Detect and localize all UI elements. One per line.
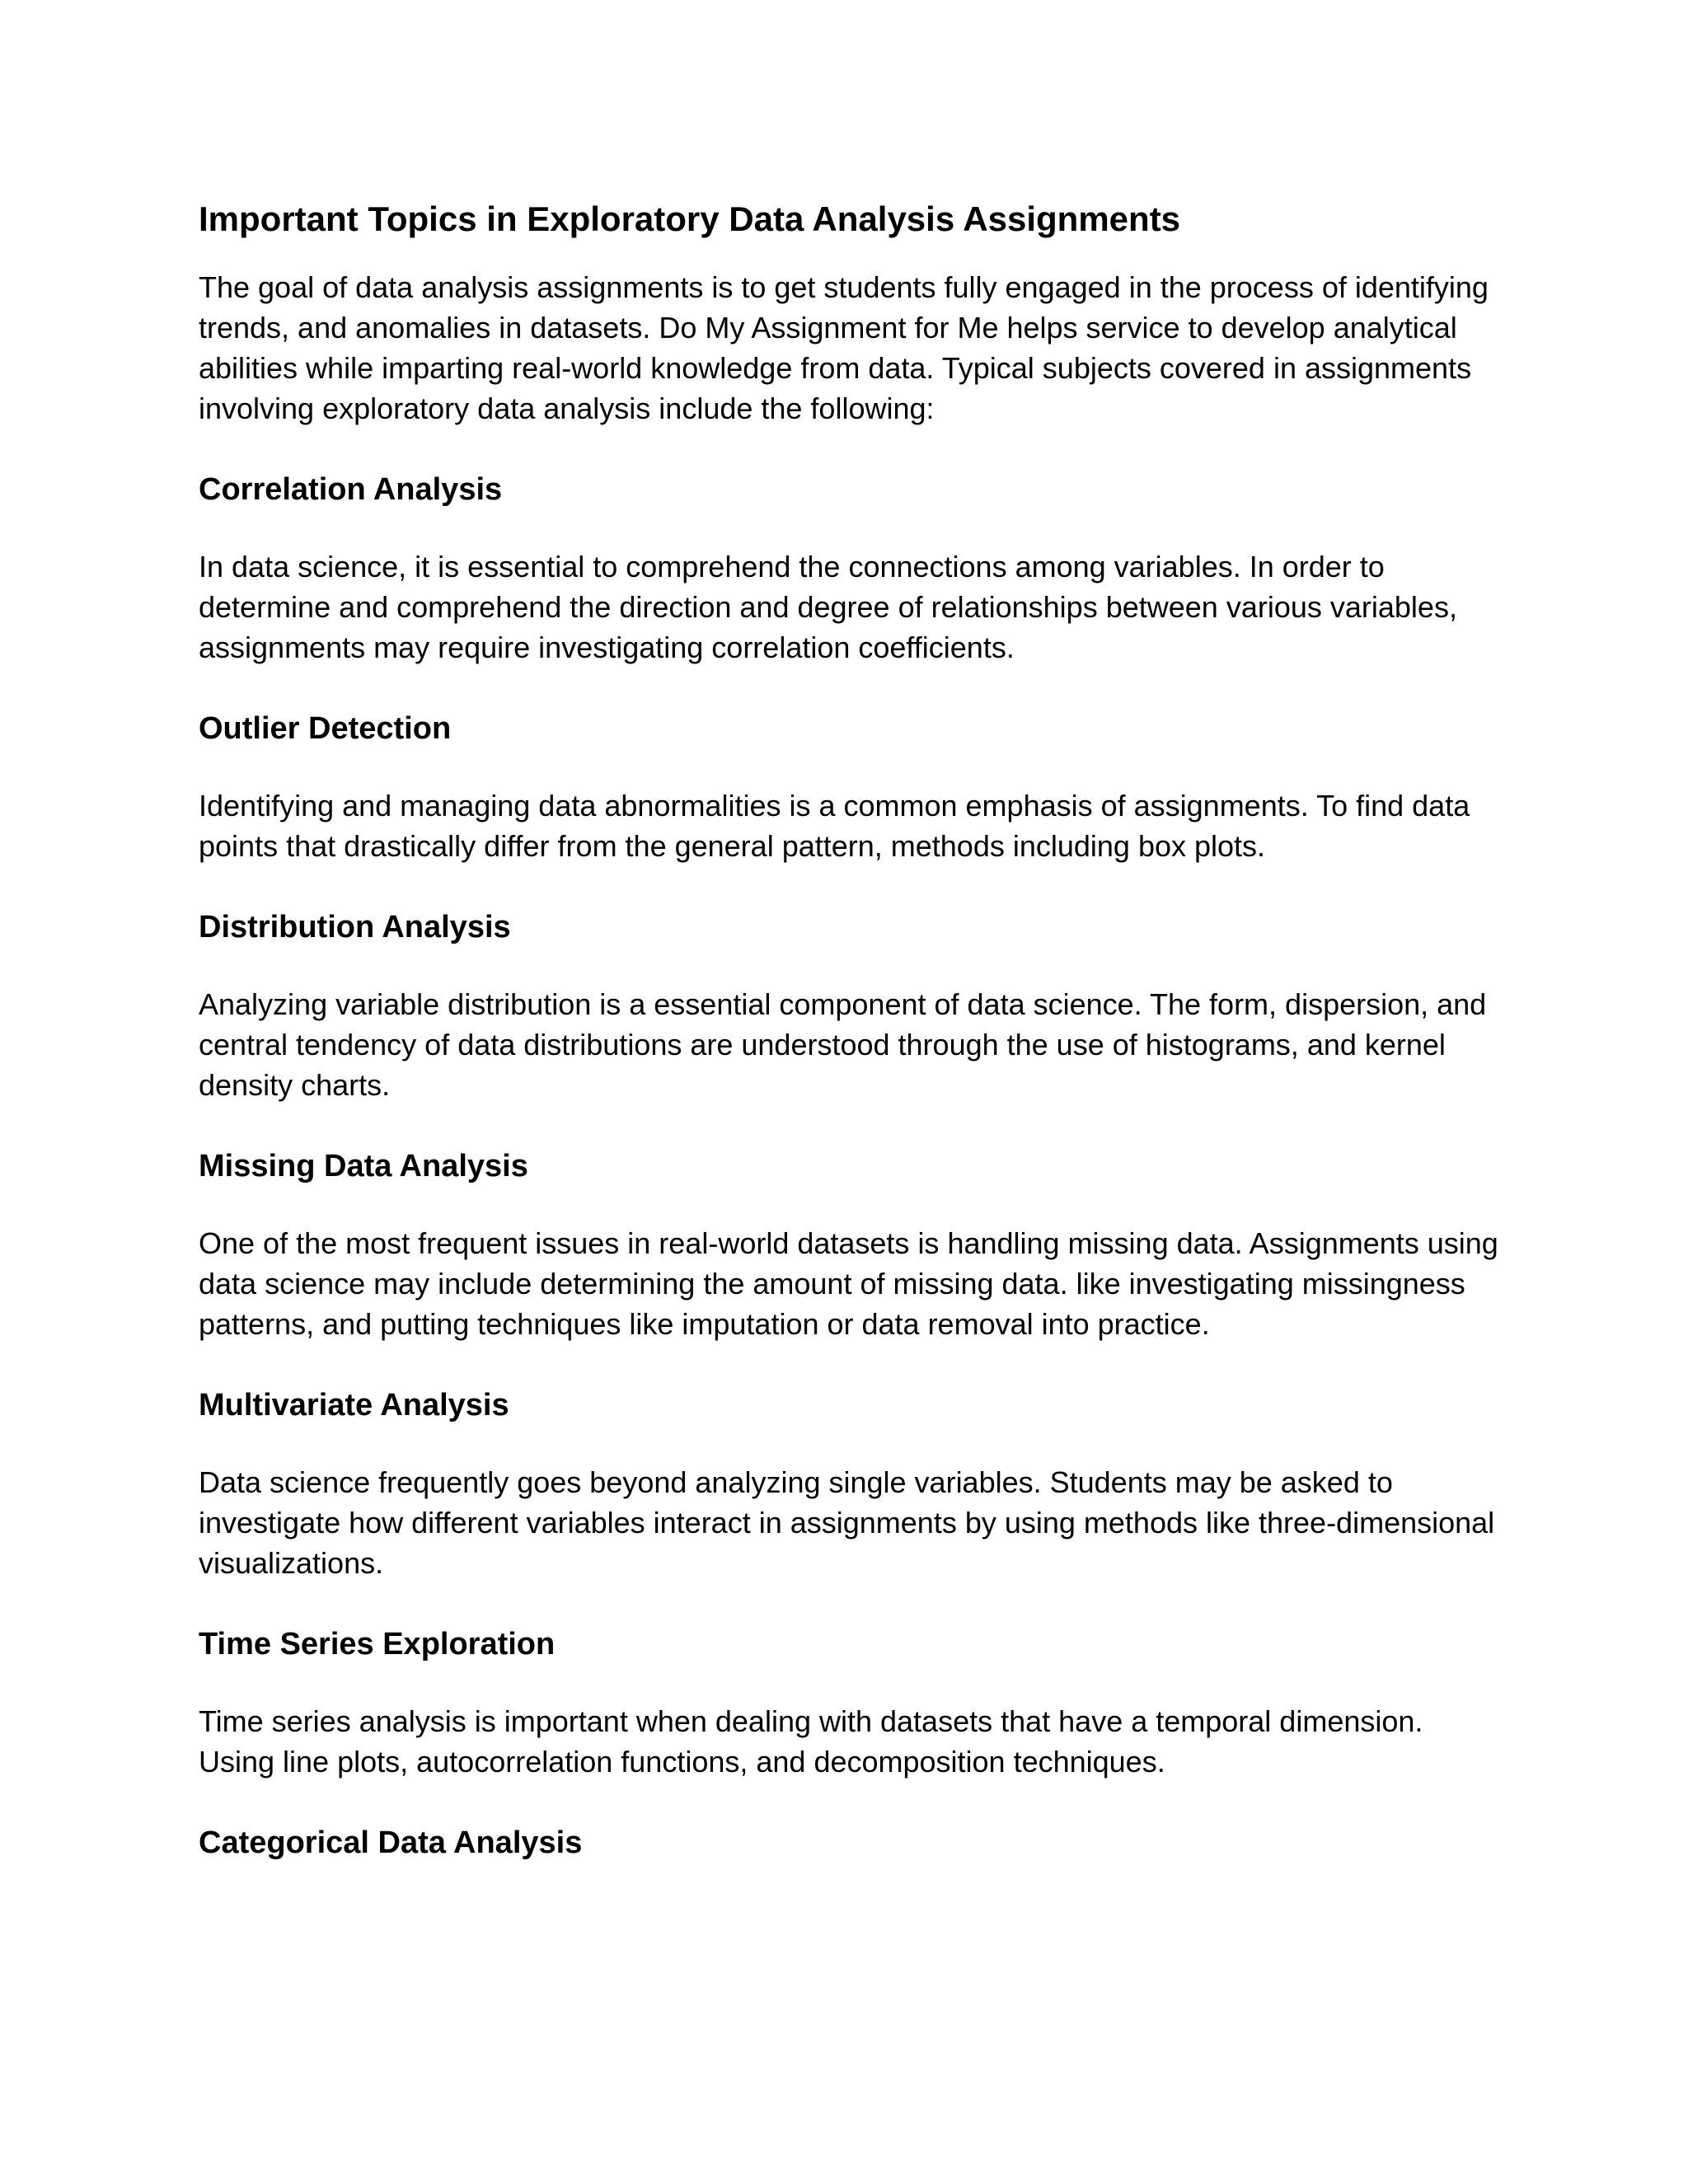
section-heading-multivariate-analysis: Multivariate Analysis: [199, 1388, 509, 1422]
document-title: Important Topics in Exploratory Data Analysis Assignments: [199, 199, 1181, 238]
section-body-missing-data-analysis: One of the most frequent issues in real-world datasets is handling missing data. Assignments using data science may include determining the amount of missing data. like investigating missingness patterns, and putting techniques like imputation or data removal into practice.: [199, 1226, 1498, 1341]
section-heading-missing-data-analysis: Missing Data Analysis: [199, 1149, 528, 1183]
section-body-time-series-exploration: Time series analysis is important when dealing with datasets that have a temporal dimension. Using line plots, autocorrelation functions, and decomposition techniques.: [199, 1704, 1423, 1779]
section-heading-distribution-analysis: Distribution Analysis: [199, 910, 511, 944]
section-heading-time-series-exploration: Time Series Exploration: [199, 1627, 556, 1661]
section-body-distribution-analysis: Analyzing variable distribution is a essential component of data science. The form, dispersion, and central tendency of data distributions are understood through the use of histograms, and kernel density charts.: [199, 987, 1487, 1102]
section-body-multivariate-analysis: Data science frequently goes beyond analyzing single variables. Students may be asked to investigate how different variables interact in assignments by using methods like three-dimensional visualizations.: [199, 1465, 1495, 1580]
section-heading-categorical-data-analysis: Categorical Data Analysis: [199, 1825, 583, 1860]
section-body-outlier-detection: Identifying and managing data abnormalities is a common emphasis of assignments. To find data points that drastically differ from the general pattern, methods including box plots.: [199, 789, 1470, 863]
document-page: [199, 196, 1501, 1900]
intro-paragraph: The goal of data analysis assignments is to get students fully engaged in the process of identifying trends, and anomalies in datasets. Do My Assignment for Me helps service to develop analytical abilities while imparting real-world knowledge from data. Typical subjects covered in assignments involving exploratory data analysis include the following:: [199, 270, 1489, 425]
section-heading-correlation-analysis: Correlation Analysis: [199, 472, 503, 507]
section-body-correlation-analysis: In data science, it is essential to comprehend the connections among variables. In order to determine and comprehend the direction and degree of relationships between various variables, assignments may require investigating correlation coefficients.: [199, 550, 1457, 664]
section-heading-outlier-detection: Outlier Detection: [199, 711, 452, 746]
